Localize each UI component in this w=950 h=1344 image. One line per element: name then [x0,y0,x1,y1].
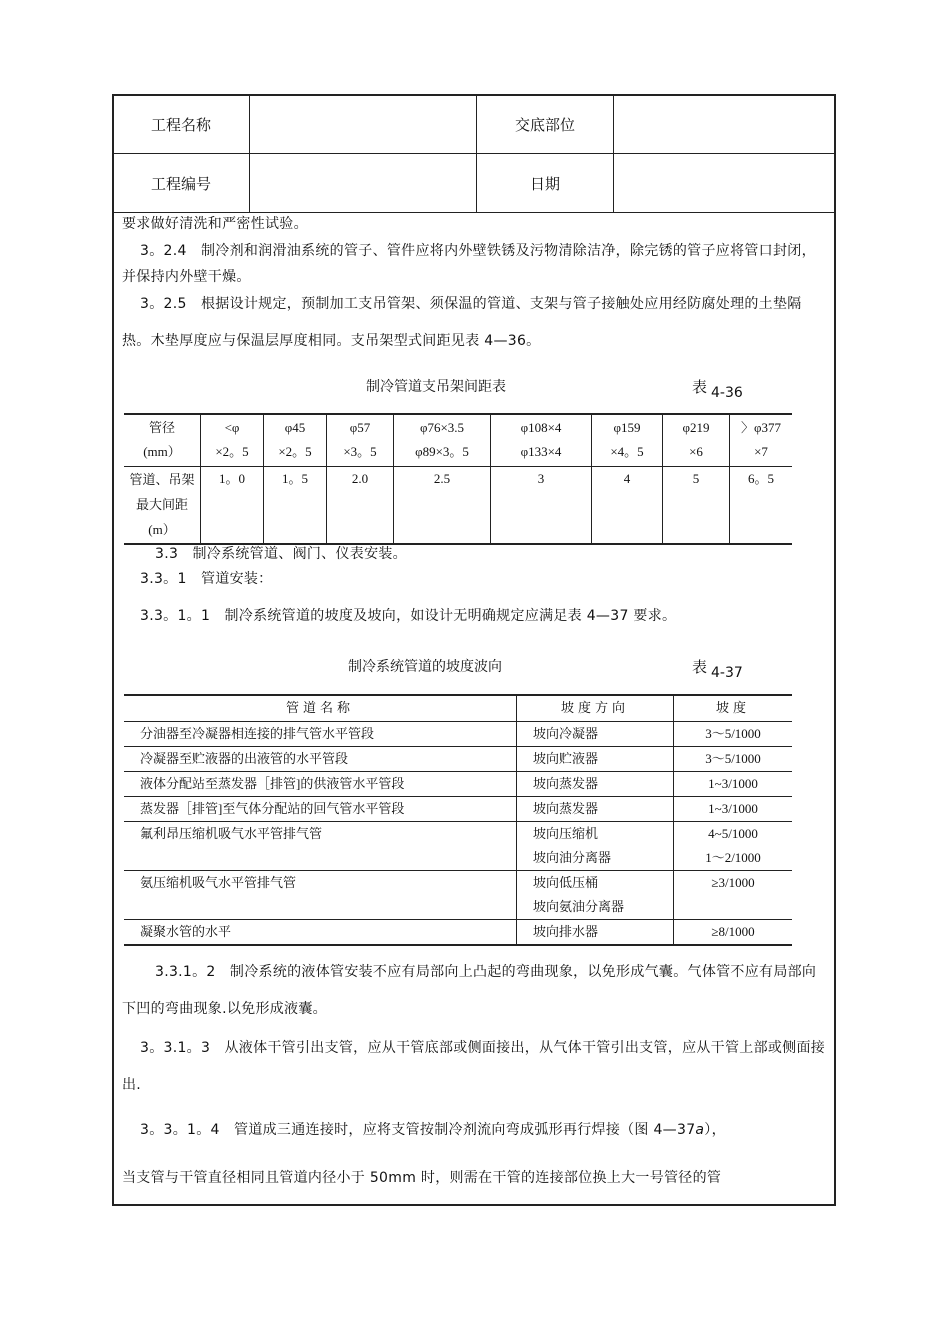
table-row [124,797,792,822]
project-no-label: 工程编号 [113,154,250,213]
pipe-name-cell: 冷凝器至贮液器的出液管的水平管段 [124,747,517,772]
table-cell: 2.5 [394,467,491,545]
table-cell: 6。5 [730,467,793,545]
table-cell: 4 [592,467,663,545]
table-row [124,822,792,871]
table-row [124,920,792,946]
handover-part-label: 交底部位 [477,95,614,154]
table-cell: 2.0 [327,467,394,545]
date-label: 日期 [477,154,614,213]
paragraph: 要求做好清洗和严密性试验。 [122,216,308,232]
table-cell: 5 [663,467,730,545]
slope-cell: 3～5/1000 [674,747,793,772]
slope-cell: ≥8/1000 [674,920,793,946]
table-cell: 1。5 [264,467,327,545]
section-heading: 3.3 制冷系统管道、阀门、仪表安装。 [155,546,407,562]
pipe-name-cell: 氟利昂压缩机吸气水平管排气管 [124,822,517,871]
table-cell: 1。0 [201,467,264,545]
project-no-field[interactable] [250,154,477,213]
pipe-name-cell: 凝聚水管的水平 [124,920,517,946]
direction-cell: 坡向低压桶 坡向氨油分离器 [517,871,674,920]
table-row [124,871,792,920]
column-header: 坡度方向 [517,695,674,722]
project-name-field[interactable] [250,95,477,154]
slope-cell: 4~5/1000 1～2/1000 [674,822,793,871]
direction-cell: 坡向蒸发器 [517,797,674,822]
paragraph: 3。2.4 制冷剂和润滑油系统的管子、管件应将内外壁铁锈及污物清除洁净，除完锈的管子应将管口封闭，并保持内外壁干燥。 [122,243,816,285]
section-heading: 3.3。1 管道安装： [140,571,273,587]
pipe-name-cell: 蒸发器［排管]至气体分配站的回气管水平管段 [124,797,517,822]
table-37-title: 制冷系统管道的坡度波向 [348,659,502,675]
table-header-cell: φ159 ×4。5 [592,414,663,467]
pipe-name-cell: 分油器至冷凝器相连接的排气管水平管段 [124,722,517,747]
date-field[interactable] [614,154,836,213]
paragraph: 当支管与干管直径相同且管道内径小于 50mm 时，则需在干管的连接部位换上大一号管径的管 [122,1170,722,1186]
paragraph: 3.3.1。2 制冷系统的液体管安装不应有局部向上凸起的弯曲现象，以免形成气囊。气体管不应有局部向下凹的弯曲现象.以免形成液囊。 [122,964,817,1017]
table-header-cell: φ219 ×6 [663,414,730,467]
table-header-cell: 〉φ377 ×7 [730,414,793,467]
direction-cell: 坡向蒸发器 [517,772,674,797]
slope-cell: 1~3/1000 [674,772,793,797]
direction-cell: 坡向压缩机 坡向油分离器 [517,822,674,871]
paragraph: 3。2.5 根据设计规定，预制加工支吊管架、须保温的管道、支架与管子接触处应用经防腐处理的土垫隔热。木垫厚度应与保温层厚度相同。支吊架型式间距见表 4—36。 [122,296,802,349]
pipe-name-cell: 液体分配站至蒸发器［排管]的供液管水平管段 [124,772,517,797]
column-header: 坡度 [674,695,793,722]
table-row [124,772,792,797]
table-36-title: 制冷管道支吊架间距表 [366,379,506,395]
pipe-name-cell: 氨压缩机吸气水平管排气管 [124,871,517,920]
direction-cell: 坡向贮液器 [517,747,674,772]
table-row-label: 管道、吊架 最大间距 (m） [124,467,201,545]
table-row [124,747,792,772]
project-name-label: 工程名称 [113,95,250,154]
paragraph: 3。3。1。4 管道成三通连接时，应将支管按制冷剂流向弯成弧形再行焊接（图 4—37a）， [140,1122,726,1138]
column-header: 管道名称 [124,695,517,722]
table-header-cell: φ57 ×3。5 [327,414,394,467]
header-table [112,94,836,213]
table-header-cell: φ76×3.5 φ89×3。5 [394,414,491,467]
handover-part-field[interactable] [614,95,836,154]
table-37-label: 表 4-37 [692,658,743,681]
table-header-cell: φ108×4 φ133×4 [491,414,592,467]
paragraph: 3.3。1。1 制冷系统管道的坡度及坡向，如设计无明确规定应满足表 4—37 要求。 [140,608,677,624]
slope-cell: ≥3/1000 [674,871,793,920]
table-header-cell: φ45 ×2。5 [264,414,327,467]
table-37 [124,694,792,946]
slope-cell: 3～5/1000 [674,722,793,747]
table-header-cell: <φ ×2。5 [201,414,264,467]
table-36 [124,413,792,545]
direction-cell: 坡向排水器 [517,920,674,946]
table-header-cell: 管径 (mm） [124,414,201,467]
table-row [124,722,792,747]
direction-cell: 坡向冷凝器 [517,722,674,747]
slope-cell: 1~3/1000 [674,797,793,822]
paragraph: 3。3.1。3 从液体干管引出支管，应从干管底部或侧面接出，从气体干管引出支管，应从干管上部或侧面接出. [122,1040,826,1093]
table-cell: 3 [491,467,592,545]
table-36-label: 表 4-36 [692,378,743,401]
